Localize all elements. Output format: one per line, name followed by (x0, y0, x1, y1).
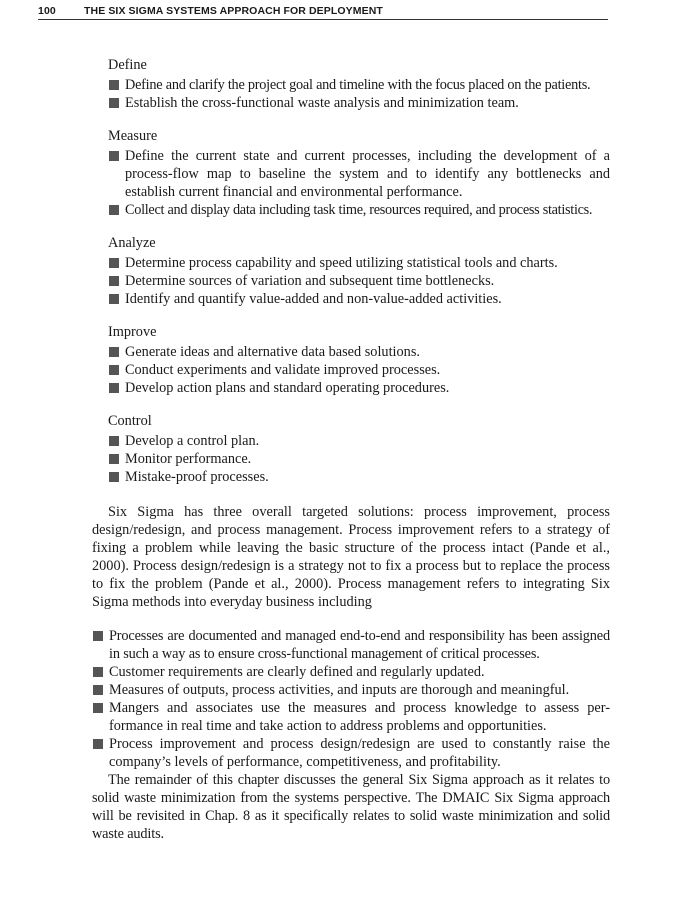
section-define (108, 56, 610, 112)
section-title: Control (108, 413, 152, 429)
list-item: Determine sources of variation and subsequent time bottlenecks. (108, 272, 610, 290)
body-paragraph: The remainder of this chapter discusses the general Six Sigma approach as it relates to solid waste minimization from the systems perspective. The DMAIC Six Sigma approach will be revisited in Chap. 8 as it specifically relates to solid waste minimization and solid waste audits. (92, 772, 610, 842)
list-item: Process improvement and process design/redesign are used to constantly raise the company’s levels of performance, competitiveness, and profitability. (92, 735, 610, 771)
list-item: Develop a control plan. (108, 432, 610, 450)
list-item: Collect and display data including task time, resources required, and process statistics. (108, 201, 610, 219)
bullet-list (108, 432, 610, 486)
list-item: Conduct experiments and validate improved processes. (108, 361, 610, 379)
bullet-list (108, 76, 610, 112)
list-item: Measures of outputs, process activities, and inputs are thorough and meaningful. (92, 681, 610, 699)
list-item: Define and clarify the project goal and timeline with the focus placed on the patients. (108, 76, 610, 94)
list-item: Define the current state and current processes, including the development of a process-flow map to baseline the system and to identify any bottlenecks and establish current financial and environmental performance. (108, 147, 610, 201)
list-item: Establish the cross-functional waste analysis and minimization team. (108, 94, 610, 112)
list-item: Mistake-proof processes. (108, 468, 610, 486)
body-paragraph: Six Sigma has three overall targeted solutions: process improvement, process design/redesign, and process management. Process improvement refers to a strategy of fixing a problem while leaving the basic structure of the process intact (Pande et al., 2000). Process design/redesign is a strategy not to fix a process but to replace the process to fix the problem (Pande et al., 2000). Process management refers to integrating Six Sigma methods into everyday business including (92, 504, 610, 610)
list-item: Monitor performance. (108, 450, 610, 468)
list-item: Identify and quantify value-added and non-value-added activities. (108, 290, 610, 308)
page-body (92, 56, 610, 859)
list-item: Develop action plans and standard operating procedures. (108, 379, 610, 397)
running-head (38, 4, 608, 20)
list-item: Customer requirements are clearly defined and regularly updated. (92, 663, 610, 681)
section-title: Define (108, 57, 147, 73)
section-improve (108, 323, 610, 397)
list-item: Mangers and associates use the measures and process knowledge to assess per-formance in real time and take action to address problems and opportunities. (92, 699, 610, 735)
bullet-list (108, 147, 610, 219)
list-item: Determine process capability and speed utilizing statistical tools and charts. (108, 254, 610, 272)
bullet-list (108, 254, 610, 308)
page-number: 100 (38, 5, 56, 17)
section-measure (108, 127, 610, 219)
management-bullet-list (92, 627, 610, 771)
list-item: Generate ideas and alternative data based solutions. (108, 343, 610, 361)
section-title: Measure (108, 128, 158, 144)
section-control (108, 412, 610, 486)
section-analyze (108, 234, 610, 308)
bullet-list (108, 343, 610, 397)
section-title: Analyze (108, 235, 156, 251)
list-item: Processes are documented and managed end-to-end and responsibility has been assigned in such a way as to ensure cross-functional management of critical processes. (92, 627, 610, 663)
running-title: THE SIX SIGMA SYSTEMS APPROACH FOR DEPLOYMENT (84, 5, 383, 17)
section-title: Improve (108, 324, 157, 340)
